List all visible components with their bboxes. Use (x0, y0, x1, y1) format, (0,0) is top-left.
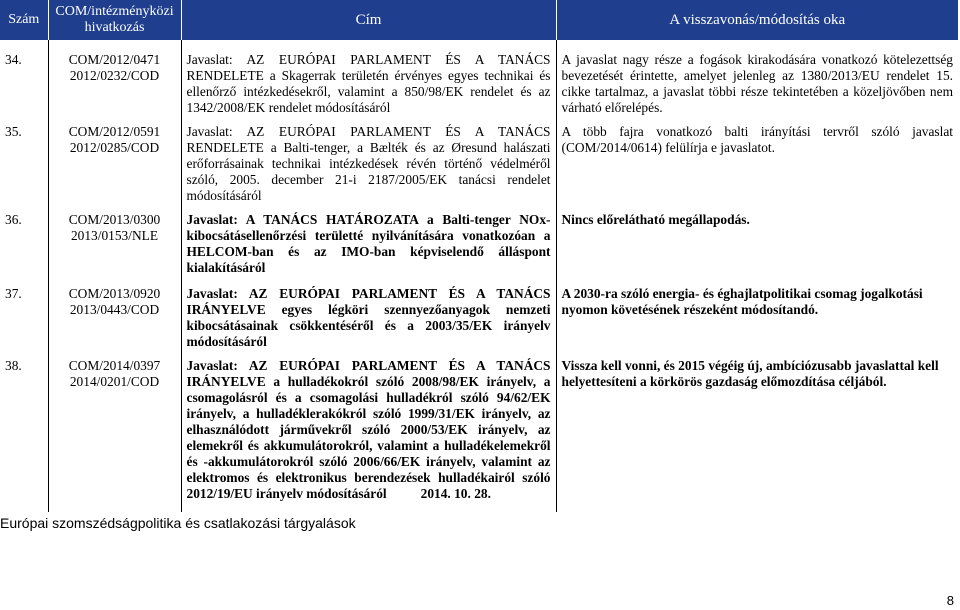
row-title (181, 358, 556, 512)
row-reason: Nincs előrelátható megállapodás. (561, 212, 750, 227)
row-reference: COM/2012/0591 2012/0285/COD (48, 124, 181, 211)
row-title-text: Javaslat: AZ EURÓPAI PARLAMENT ÉS A TANÁCS IRÁNYELVE a hulladékokról szóló 2008/98/EK irányelv, a csomagolásról és a csomagolási hulladékról szóló 94/62/EK irányelv, a hulladéklerakókról szóló 1999/31/EK irányelv, az elhasználódott járművekről szóló 2000/53/EK irányelv, az elemekről és akkumulátorokról, valamint a hulladékelemekről és -akkumulátorokról szóló 2006/66/EK irányelv, valamint az elektromos és elektronikus berendezések hulladékairól szóló 2012/19/EU irányelv módosításáról (186, 358, 551, 501)
row-number: 36. (0, 211, 48, 284)
row-reference: COM/2012/0471 2012/0232/COD (48, 40, 181, 124)
header-com: COM/intézményközi hivatkozás (48, 0, 181, 40)
row-reference: COM/2014/0397 2014/0201/COD (48, 358, 181, 512)
row-number: 34. (0, 40, 48, 124)
section-heading: Európai szomszédságpolitika és csatlakozási tárgyalások (0, 515, 356, 531)
row-date: 2014. 10. 28. (420, 486, 491, 501)
row-title: Javaslat: A TANÁCS HATÁROZATA a Balti-tenger NOx-kibocsátásellenőrzési területté nyilvánítására vonatkozóan a HELCOM-ban és az IMO-ban képviselendő álláspont kialakításáról (181, 211, 556, 284)
row-reason: Vissza kell vonni, és 2015 végéig új, ambíciózusabb javaslattal kell helyettesíteni a körkörös gazdaság előmozdítása céljából. (561, 358, 939, 389)
page-number: 8 (946, 593, 954, 608)
header-num: Szám (0, 0, 48, 40)
header-visszavonas: A visszavonás/módosítás oka (556, 0, 958, 40)
row-reference: COM/2013/0300 2013/0153/NLE (48, 211, 181, 284)
row-title: Javaslat: AZ EURÓPAI PARLAMENT ÉS A TANÁCS RENDELETE a Skagerrak területén érvényes egyes technikai és ellenőrző intézkedésekről, valamint a 850/98/EK rendelet és az 1342/2008/EK rendelet módosításáról (181, 40, 556, 124)
row-reference: COM/2013/0920 2013/0443/COD (48, 284, 181, 358)
row-title: Javaslat: AZ EURÓPAI PARLAMENT ÉS A TANÁCS IRÁNYELVE egyes légköri szennyezőanyagok nemzeti kibocsátásainak csökkentéséről és a 2003/35/EK irányelv módosításáról (181, 284, 556, 358)
row-number: 38. (0, 358, 48, 512)
header-cim: Cím (181, 0, 556, 40)
table-header-row (0, 0, 958, 40)
table-row (0, 284, 958, 358)
row-number: 37. (0, 284, 48, 358)
row-title: Javaslat: AZ EURÓPAI PARLAMENT ÉS A TANÁCS RENDELETE a Balti-tenger, a Bælték és az Øresund halászati erőforrásainak technikai intézkedések révén történő védelméről szóló, 2005. december 21-i 2187/2005/EK tanácsi rendelet módosításáról (181, 124, 556, 211)
table-row (0, 358, 958, 512)
row-reason: A javaslat nagy része a fogások kirakodására vonatkozó kötelezettség bevezetését érintette, amelyet jelenleg az 1380/2013/EU rendelet 15. cikke tartalmaz, a javaslat többi része tekintetében a közeljövőben nem várható előrelépés. (561, 52, 953, 115)
row-reason: A több fajra vonatkozó balti irányítási tervről szóló javaslat (COM/2014/0614) felülírja e javaslatot. (561, 124, 953, 155)
table-row (0, 211, 958, 284)
table-row (0, 40, 958, 124)
row-reason: A 2030-ra szóló energia- és éghajlatpolitikai csomag jogalkotási nyomon követésének részeként módosítandó. (561, 286, 923, 317)
table-row (0, 124, 958, 211)
row-number: 35. (0, 124, 48, 211)
